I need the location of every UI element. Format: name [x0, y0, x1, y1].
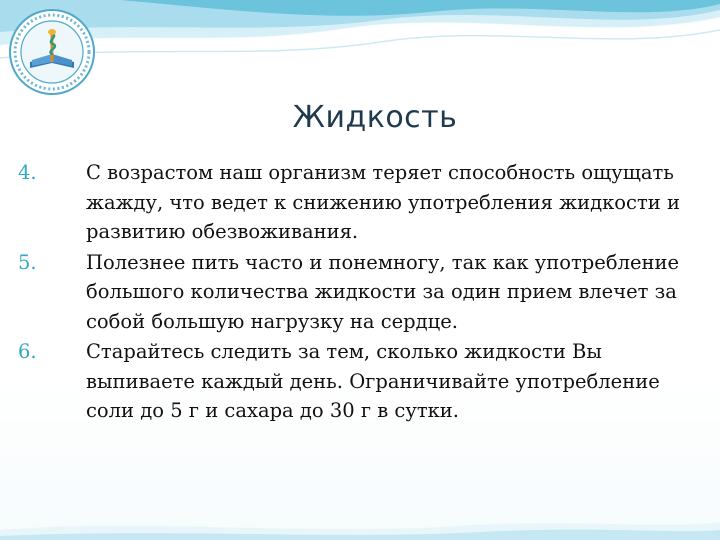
item-text: Полезнее пить часто и понемногу, так как употребление большого количества жидкости за один прием влечет за собой большую нагрузку на сердце. [86, 250, 680, 333]
medical-emblem-icon [6, 6, 98, 98]
item-number: 4. [18, 161, 37, 184]
item-number: 6. [18, 340, 37, 363]
item-text: С возрастом наш организм теряет способность ощущать жажду, что ведет к снижению употребления жидкости и развитию обезвоживания. [86, 161, 680, 243]
numbered-list [18, 158, 698, 427]
item-text: Старайтесь следить за тем, сколько жидкости Вы выпиваете каждый день. Ограничивайте употребление соли до 5 г и сахара до 30 г в сутки. [86, 340, 660, 422]
list-item [18, 248, 698, 337]
slide-title: Жидкость [292, 100, 458, 135]
list-item [18, 337, 698, 426]
list-item [18, 158, 698, 247]
bottom-wave-decoration [0, 500, 720, 540]
top-wave-decoration [0, 0, 720, 90]
item-number: 5. [18, 250, 37, 274]
